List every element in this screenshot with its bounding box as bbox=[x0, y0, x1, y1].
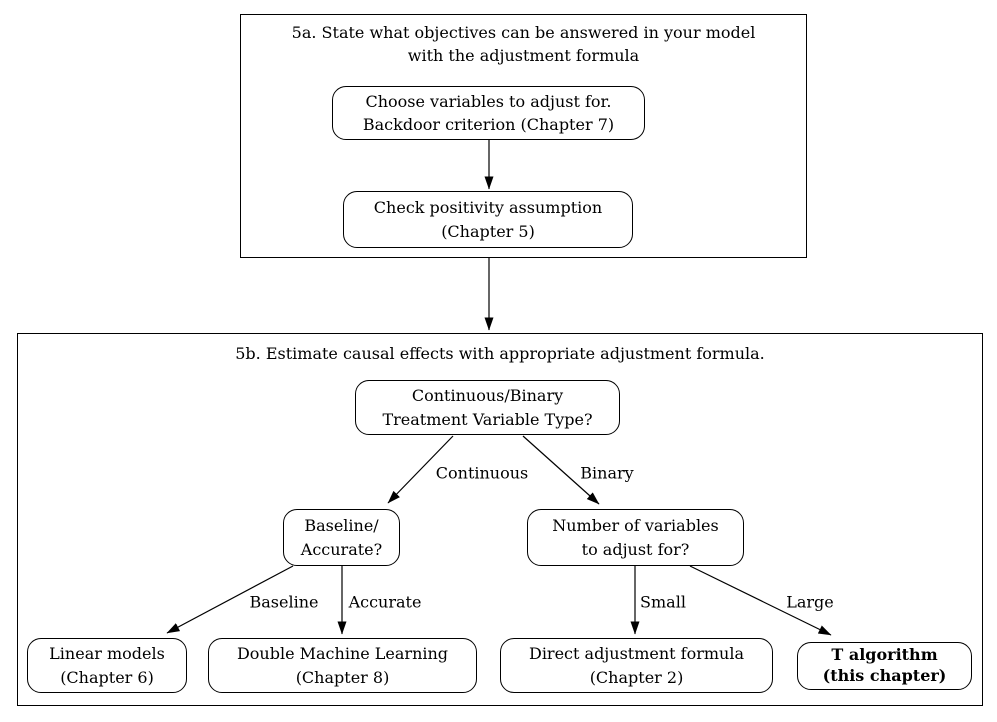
node-num-variables-line2: to adjust for? bbox=[581, 539, 690, 559]
node-treatment-type-line1: Continuous/Binary bbox=[411, 386, 564, 406]
edge-label-small: Small bbox=[640, 592, 686, 612]
node-num-variables-line1: Number of variables bbox=[552, 516, 719, 536]
node-baseline-accurate bbox=[283, 509, 400, 566]
edge-label-binary: Binary bbox=[580, 463, 634, 483]
node-direct-adjustment bbox=[500, 638, 773, 693]
node-t-algorithm-line1: T algorithm bbox=[831, 645, 938, 665]
node-t-algorithm bbox=[797, 642, 972, 690]
node-check-positivity-line2: (Chapter 5) bbox=[441, 221, 535, 241]
section-5a-title-line1: 5a. State what objectives can be answered in your model bbox=[291, 23, 756, 42]
node-direct-adjustment-line1: Direct adjustment formula bbox=[528, 644, 745, 664]
edge-label-large: Large bbox=[786, 592, 834, 612]
node-check-positivity bbox=[343, 191, 633, 248]
section-5b-title: 5b. Estimate causal effects with appropriate adjustment formula. bbox=[235, 344, 765, 363]
node-choose-variables bbox=[332, 86, 645, 140]
node-t-algorithm-line2: (this chapter) bbox=[822, 666, 947, 685]
node-baseline-accurate-line1: Baseline/ bbox=[304, 516, 379, 536]
node-choose-variables-line2: Backdoor criterion (Chapter 7) bbox=[362, 115, 615, 134]
node-baseline-accurate-line2: Accurate? bbox=[300, 539, 383, 559]
edge-label-accurate: Accurate bbox=[348, 592, 422, 612]
edge-label-baseline: Baseline bbox=[249, 592, 319, 612]
node-linear-models bbox=[27, 638, 187, 693]
section-5a-title-line2: with the adjustment formula bbox=[407, 46, 640, 66]
node-double-ml-line2: (Chapter 8) bbox=[295, 667, 390, 687]
node-direct-adjustment-line2: (Chapter 2) bbox=[589, 667, 684, 687]
node-double-ml-line1: Double Machine Learning bbox=[236, 644, 449, 664]
node-choose-variables-line1: Choose variables to adjust for. bbox=[365, 91, 612, 111]
section-5a-title bbox=[240, 21, 807, 67]
node-linear-models-line1: Linear models bbox=[49, 644, 165, 664]
node-check-positivity-line1: Check positivity assumption bbox=[373, 198, 603, 218]
node-treatment-type bbox=[355, 380, 620, 435]
node-num-variables bbox=[527, 509, 744, 566]
node-linear-models-line2: (Chapter 6) bbox=[60, 667, 154, 687]
node-treatment-type-line2: Treatment Variable Type? bbox=[382, 409, 593, 429]
node-double-ml bbox=[208, 638, 477, 693]
edge-label-continuous: Continuous bbox=[435, 463, 529, 483]
